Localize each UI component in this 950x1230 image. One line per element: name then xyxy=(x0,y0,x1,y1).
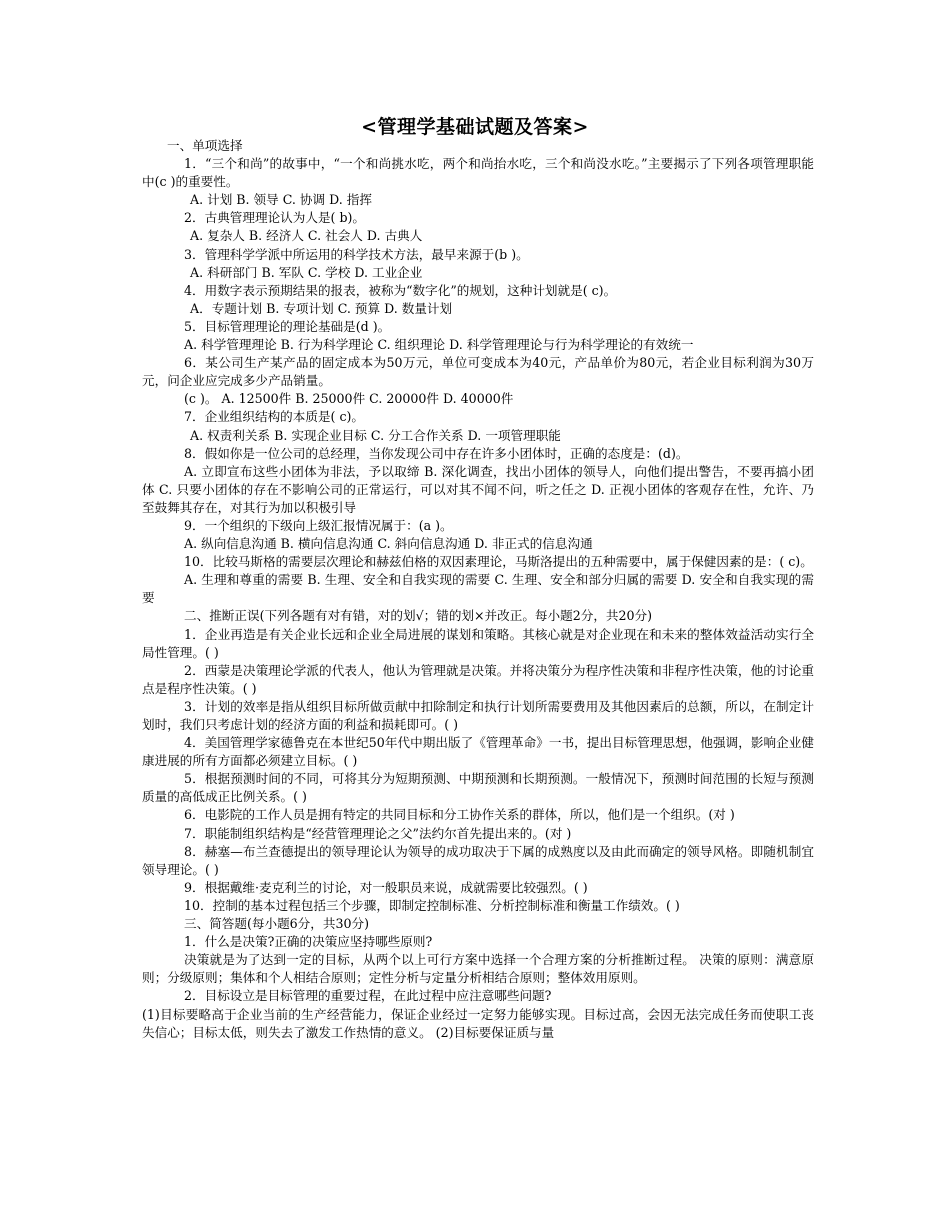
text-paragraph: 8．假如你是一位公司的总经理，当你发现公司中存在许多小团体时，正确的态度是：(d)。 xyxy=(184,445,689,461)
document-body xyxy=(142,137,814,1042)
text-paragraph: 1．企业再造是有关企业长远和企业全局进展的谋划和策略。其核心就是对企业现在和未来的整体效益活动实行全局性管理。( ) xyxy=(142,626,814,660)
text-paragraph: A. 纵向信息沟通 B. 横向信息沟通 C. 斜向信息沟通 D. 非正式的信息沟通 xyxy=(184,536,593,552)
text-paragraph: 决策就是为了达到一定的目标，从两个以上可行方案中选择一个合理方案的分析推断过程。 决策的原则：满意原则；分级原则；集体和个人相结合原则；定性分析与定量分析相结合原则；整体效用原则。 xyxy=(142,952,814,986)
text-paragraph: 10．比较马斯格的需要层次理论和赫兹伯格的双因素理论，马斯洛提出的五种需要中，属于保健因素的是：( c)。 xyxy=(184,554,813,570)
text-paragraph: (c )。 A. 12500件 B. 25000件 C. 20000件 D. 40000件 xyxy=(184,391,514,407)
text-paragraph: A. 生理和尊重的需要 B. 生理、安全和自我实现的需要 C. 生理、安全和部分归属的需要 D. 安全和自我实现的需要 xyxy=(142,572,814,606)
text-paragraph: 2．西蒙是决策理论学派的代表人，他认为管理就是决策。并将决策分为程序性决策和非程序性决策，他的讨论重点是程序性决策。( ) xyxy=(142,662,814,696)
text-paragraph: 2．目标设立是目标管理的重要过程，在此过程中应注意哪些问题? xyxy=(184,988,552,1004)
text-paragraph: 6．某公司生产某产品的固定成本为50万元，单位可变成本为40元，产品单价为80元，若企业目标利润为30万元，问企业应完成多少产品销量。 xyxy=(142,355,814,389)
text-paragraph: 1．什么是决策?正确的决策应坚持哪些原则? xyxy=(184,934,433,950)
text-paragraph: 8．赫塞—布兰查德提出的领导理论认为领导的成功取决于下属的成熟度以及由此而确定的领导风格。即随机制宜领导理论。( ) xyxy=(142,843,814,877)
text-paragraph: 3．管理科学学派中所运用的科学技术方法，最早来源于(b )。 xyxy=(184,246,529,262)
text-paragraph: 9．一个组织的下级向上级汇报情况属于：(a )。 xyxy=(184,517,453,533)
text-paragraph: 2．古典管理理论认为人是( b)。 xyxy=(184,210,366,226)
text-paragraph: 5．目标管理理论的理论基础是(d )。 xyxy=(184,318,391,334)
text-paragraph: A. 立即宣布这些小团体为非法，予以取缔 B. 深化调查，找出小团体的领导人，向他们提出警告，不要再搞小团体 C. 只要小团体的存在不影响公司的正常运行，可以对其不闻不问，听之任之 D. 正视小团体的客观存在性，允许、乃至鼓舞其存在，对其行为加以积极引导 xyxy=(142,463,814,515)
text-paragraph: A. 复杂人 B. 经济人 C. 社会人 D. 古典人 xyxy=(190,228,423,244)
text-paragraph: (1)目标要略高于企业当前的生产经营能力，保证企业经过一定努力能够实现。目标过高，会因无法完成任务而使职工丧失信心；目标太低，则失去了激发工作热情的意义。 (2)目标要保证质与量 xyxy=(142,1006,814,1040)
text-paragraph: 9．根据戴维·麦克利兰的讨论，对一般职员来说，成就需要比较强烈。( ) xyxy=(184,879,588,895)
text-paragraph: 1．“三个和尚”的故事中，“一个和尚挑水吃，两个和尚抬水吃，三个和尚没水吃。”主要揭示了下列各项管理职能中(c )的重要性。 xyxy=(142,156,814,190)
text-paragraph: 7．企业组织结构的本质是( c)。 xyxy=(184,409,365,425)
text-paragraph: 6．电影院的工作人员是拥有特定的共同目标和分工协作关系的群体，所以，他们是一个组织。(对 ) xyxy=(184,807,735,823)
text-paragraph: 10．控制的基本过程包括三个步骤，即制定控制标准、分析控制标准和衡量工作绩效。( ) xyxy=(184,897,680,913)
text-paragraph: 3．计划的效率是指从组织目标所做贡献中扣除制定和执行计划所需要费用及其他因素后的总额，所以，在制定计划时，我们只考虑计划的经济方面的利益和损耗即可。( ) xyxy=(142,698,814,732)
text-paragraph: A. 计划 B. 领导 C. 协调 D. 指挥 xyxy=(190,192,372,208)
text-paragraph: A．专题计划 B. 专项计划 C. 预算 D. 数量计划 xyxy=(190,300,453,316)
text-paragraph: 7．职能制组织结构是“经营管理理论之父”法约尔首先提出来的。(对 ) xyxy=(184,825,572,841)
text-paragraph: 一、单项选择 xyxy=(167,138,243,153)
text-paragraph: A. 权责利关系 B. 实现企业目标 C. 分工合作关系 D. 一项管理职能 xyxy=(190,427,561,443)
text-paragraph: 4．美国管理学家德鲁克在本世纪50年代中期出版了《管理革命》一书，提出目标管理思想，他强调，影响企业健康进展的所有方面都必须建立目标。( ) xyxy=(142,735,814,769)
text-paragraph: 5．根据预测时间的不同，可将其分为短期预测、中期预测和长期预测。一般情况下，预测时间范围的长短与预测质量的高低成正比例关系。( ) xyxy=(142,771,814,805)
text-paragraph: A. 科学管理理论 B. 行为科学理论 C. 组织理论 D. 科学管理理论与行为科学理论的有效统一 xyxy=(184,337,694,353)
text-paragraph: A. 科研部门 B. 军队 C. 学校 D. 工业企业 xyxy=(190,264,423,280)
text-paragraph: 二、推断正误(下列各题有对有错，对的划√；错的划×并改正。每小题2分，共20分) xyxy=(184,608,653,624)
text-paragraph: 4．用数字表示预期结果的报表，被称为“数字化”的规划，这种计划就是( c)。 xyxy=(184,282,617,298)
text-paragraph: 三、简答题(每小题6分，共30分) xyxy=(184,916,369,932)
document-title: <管理学基础试题及答案> xyxy=(361,116,589,138)
